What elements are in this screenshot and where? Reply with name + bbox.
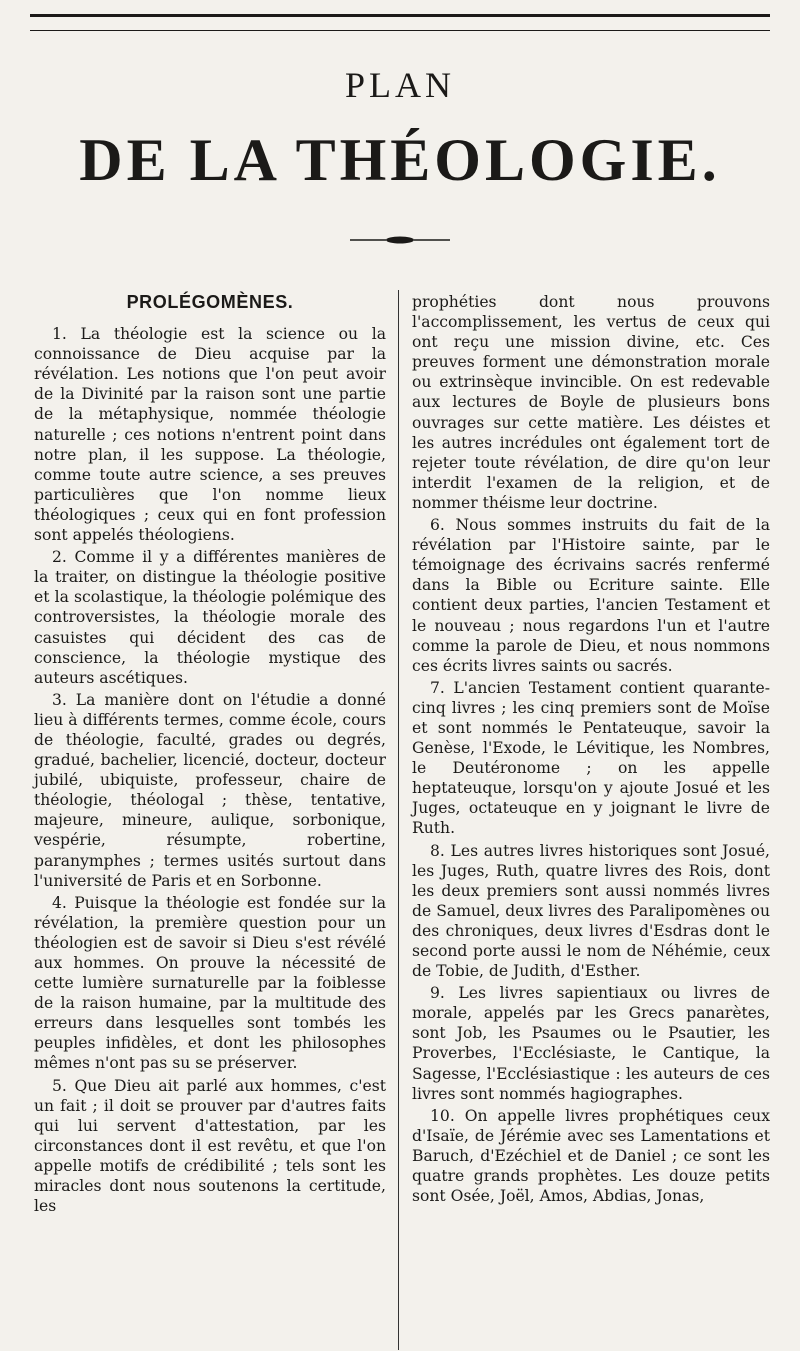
paragraph-4: 4. Puisque la théologie est fondée sur la révélation, la première question pour un théologien est de savoir si Dieu s'est révélé aux hommes. On prouve la nécessité de cette lumière surnaturelle par la foiblesse de la raison humaine, par la multitude des erreurs dans lesquelles sont tombés les peuples infidèles, et dont les philosophes mêmes n'ont pas su se préserver. xyxy=(34,893,386,1073)
top-rule-thin xyxy=(30,30,770,31)
paragraph-8: 8. Les autres livres historiques sont Josué, les Juges, Ruth, quatre livres des Rois, dont les deux premiers sont aussi nommés livres de Samuel, deux livres des Paralipomènes ou des chroniques, deux livres d'Esdras dont le second porte aussi le nom de Néhémie, ceux de Tobie, de Judith, d'Esther. xyxy=(412,841,770,981)
paragraph-6: 6. Nous sommes instruits du fait de la révélation par l'Histoire sainte, par le témoignage des écrivains sacrés renfermé dans la Bible ou Ecriture sainte. Elle contient deux parties, l'ancien Testament et le nouveau ; nous regardons l'un et l'autre comme la parole de Dieu, et nous nommons ces écrits livres saints ou sacrés. xyxy=(412,516,770,675)
top-rule-thick xyxy=(30,14,770,17)
paragraph-5-continued: prophéties dont nous prouvons l'accomplissement, les vertus de ceux qui ont reçu une mission divine, etc. Ces preuves forment une démonstration morale ou extrinsèque invincible. On est redevable aux lectures de Boyle de plusieurs bons ouvrages sur cette matière. Les déistes et les autres incrédules ont également tort de rejeter toute révélation, de dire qu'on leur interdit l'examen de la religion, et de nommer théisme leur doctrine. xyxy=(412,293,770,512)
paragraph-5: 5. Que Dieu ait parlé aux hommes, c'est un fait ; il doit se prouver par d'autres faits qui lui servent d'attestation, par les circonstances dont il est revêtu, et que l'on appelle motifs de crédibilité ; tels sont les miracles dont nous soutenons la certitude, les xyxy=(34,1076,386,1216)
paragraph-2: 2. Comme il y a différentes manières de la traiter, on distingue la théologie positive et la scolastique, la théologie polémique des controversistes, la théologie morale des casuistes qui décident des cas de conscience, la théologie mystique des auteurs ascétiques. xyxy=(34,548,386,687)
left-column xyxy=(34,292,386,1218)
ornament-divider xyxy=(350,234,450,246)
paragraph-10: 10. On appelle livres prophétiques ceux d'Isaïe, de Jérémie avec ses Lamentations et Baruch, d'Ezéchiel et de Daniel ; ce sont les quatre grands prophètes. Les douze petits sont Osée, Joël, Amos, Abdias, Jonas, xyxy=(412,1106,770,1206)
title-de-la-theologie: DE LA THÉOLOGIE. xyxy=(79,127,721,193)
paragraph-9: 9. Les livres sapientiaux ou livres de morale, appelés par les Grecs panarètes, sont Job, les Psaumes ou le Psautier, les Proverbes, l'Ecclésiaste, le Cantique, la Sagesse, l'Ecclésiastique : les auteurs de ces livres sont nommés hagiographes. xyxy=(412,984,770,1103)
title-plan: PLAN xyxy=(344,65,455,105)
section-title: PROLÉGOMÈNES. xyxy=(126,292,294,312)
paragraph-1: 1. La théologie est la science ou la connoissance de Dieu acquise par la révélation. Les notions que l'on peut avoir de la Divinité par la raison sont une partie de la métaphysique, nommée théologie naturelle ; ces notions n'entrent point dans notre plan, il les suppose. La théologie, comme toute autre science, a ses preuves particulières que l'on nomme lieux théologiques ; ceux qui en font profession sont appelés théologiens. xyxy=(34,325,386,545)
paragraph-3: 3. La manière dont on l'étudie a donné lieu à différents termes, comme école, cours de théologie, faculté, grades ou degrés, gradué, bachelier, licencié, docteur, docteur jubilé, ubiquiste, professeur, chaire de théologie, théologal ; thèse, tentative, majeure, mineure, aulique, sorbonique, vespérie, résumpte, robertine, paranymphes ; termes usités surtout dans l'université de Paris et en Sorbonne. xyxy=(34,690,386,890)
column-divider xyxy=(398,290,399,1350)
right-column xyxy=(412,292,770,1208)
paragraph-7: 7. L'ancien Testament contient quarante-cinq livres ; les cinq premiers sont de Moïse et sont nommés le Pentateuque, savoir la Genèse, l'Exode, le Lévitique, les Nombres, le Deutéronome ; on les appelle heptateuque, lorsqu'on y ajoute Josué et les Juges, octateuque en y joignant le livre de Ruth. xyxy=(412,678,770,838)
